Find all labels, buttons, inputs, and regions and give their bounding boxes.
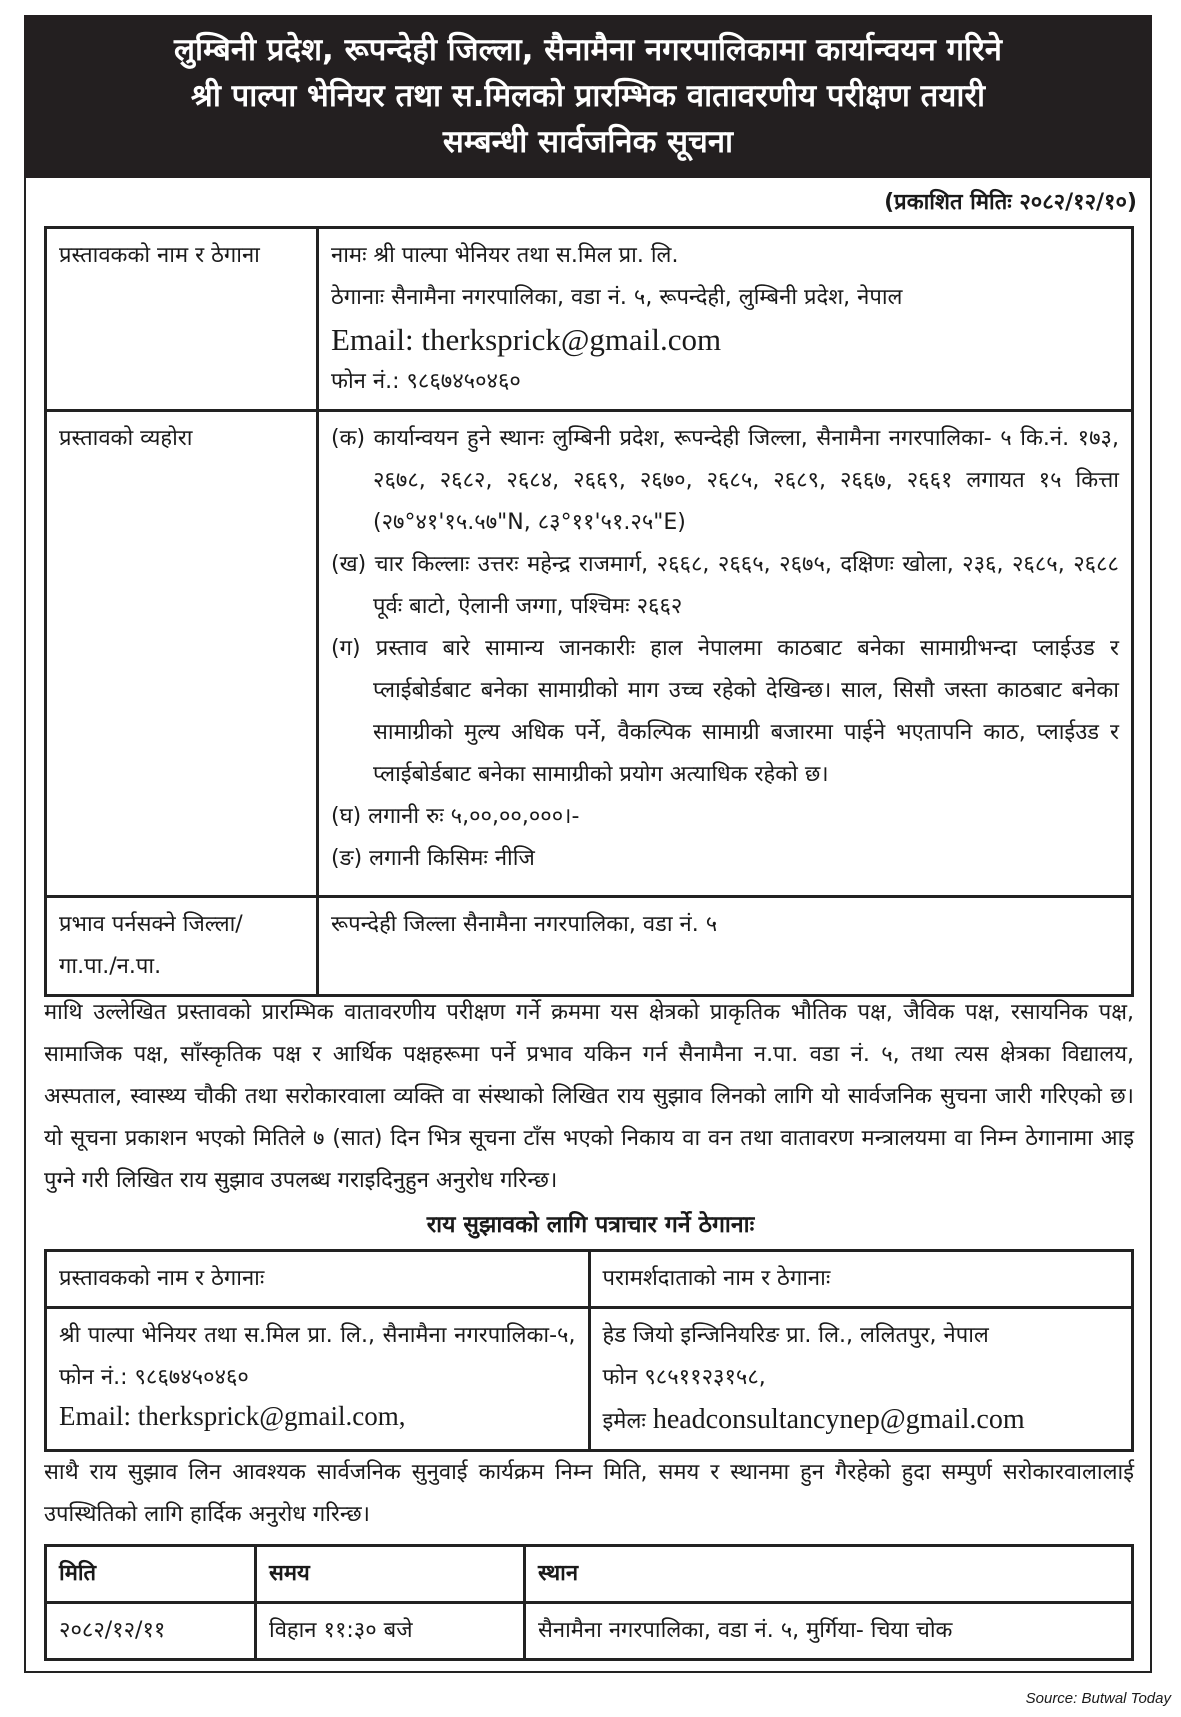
list-item: (ख) चार किल्लाः उत्तरः महेन्द्र राजमार्ग, २६६८, २६६५, २६७५, दक्षिणः खोला, २३६, २६८५, २६८८ पूर्वः बाटो, ऐलानी जग्गा, पश्चिमः २६६२ bbox=[331, 552, 1119, 619]
table-header-row bbox=[46, 1251, 1133, 1308]
proposal-details bbox=[318, 411, 1133, 897]
hearing-time: विहान ११:३० बजे bbox=[256, 1603, 525, 1660]
list-item: (ङ) लगानी किसिमः नीजि bbox=[331, 846, 535, 871]
column-header: मिति bbox=[46, 1546, 256, 1603]
proponent-email: Email: therksprick@gmail.com bbox=[331, 322, 722, 357]
proponent-name: नामः श्री पाल्पा भेनियर तथा स.मिल प्रा. लि. bbox=[331, 243, 679, 268]
table-row bbox=[46, 228, 1133, 411]
row-label: प्रस्तावको व्यहोरा bbox=[46, 411, 318, 897]
table-row bbox=[46, 1603, 1133, 1660]
title-line: श्री पाल्पा भेनियर तथा स.मिलको प्रारम्भिक वातावरणीय परीक्षण तयारी bbox=[190, 78, 986, 114]
consultant-contact bbox=[589, 1308, 1133, 1451]
proponent-contact-email: Email: therksprick@gmail.com, bbox=[59, 1401, 406, 1431]
consultant-email: headconsultancynep@gmail.com bbox=[652, 1404, 1025, 1435]
proponent-table bbox=[44, 226, 1134, 997]
proponent-details bbox=[318, 228, 1133, 411]
row-label: प्रस्तावकको नाम र ठेगाना bbox=[46, 228, 318, 411]
column-header: स्थान bbox=[525, 1546, 1133, 1603]
proponent-contact bbox=[46, 1308, 590, 1451]
table-row bbox=[46, 411, 1133, 897]
hearing-date: २०८२/१२/११ bbox=[46, 1603, 256, 1660]
column-header: परामर्शदाताको नाम र ठेगानाः bbox=[589, 1251, 1133, 1308]
title-line: लुम्बिनी प्रदेश, रूपन्देही जिल्ला, सैनामैना नगरपालिकामा कार्यान्वयन गरिने bbox=[174, 32, 1002, 68]
list-item: (ग) प्रस्ताव बारे सामान्य जानकारीः हाल नेपालमा काठबाट बनेका सामाग्रीभन्दा प्लाईउड र प्लाईबोर्डबाट बनेका सामाग्रीको माग उच्च रहेको देखिन्छ। साल, सिसौ जस्ता काठबाट बनेका सामाग्रीको मुल्य अधिक पर्ने, वैकल्पिक सामाग्री बजारमा पाईने भएतापनि काठ, प्लाईउड र प्लाईबोर्डबाट बनेका सामाग्रीको प्रयोग अत्याधिक रहेको छ। bbox=[331, 636, 1119, 787]
source-credit: Source: Butwal Today bbox=[1025, 1690, 1171, 1707]
column-header: प्रस्तावकको नाम र ठेगानाः bbox=[46, 1251, 590, 1308]
table-row bbox=[46, 1308, 1133, 1451]
column-header: समय bbox=[256, 1546, 525, 1603]
list-item: (घ) लगानी रुः ५,००,००,०००।- bbox=[331, 804, 580, 829]
row-label: प्रभाव पर्नसक्ने जिल्ला/ गा.पा./न.पा. bbox=[46, 897, 318, 996]
affected-area: रूपन्देही जिल्ला सैनामैना नगरपालिका, वडा नं. ५ bbox=[318, 897, 1133, 996]
hearing-paragraph: साथै राय सुझाव लिन आवश्यक सार्वजनिक सुनुवाई कार्यक्रम निम्न मिति, समय र स्थानमा हुन गैरहेको हुदा सम्पुर्ण सरोकारवालालाई उपस्थितिको लागि हार्दिक अनुरोध गरिन्छ। bbox=[44, 1460, 1134, 1527]
proponent-contact-text: श्री पाल्पा भेनियर तथा स.मिल प्रा. लि., सैनामैना नगरपालिका-५, फोन नं.: ९८६७४५०४६० bbox=[59, 1323, 576, 1390]
consultant-phone: फोन ९८५११२३१५८, bbox=[602, 1365, 766, 1390]
notice-title bbox=[24, 15, 1152, 178]
consultant-name: हेड जियो इन्जिनियरिङ प्रा. लि., ललितपुर, नेपाल bbox=[602, 1323, 989, 1348]
title-line: सम्बन्धी सार्वजनिक सूचना bbox=[442, 124, 734, 160]
published-date: (प्रकाशित मितिः २०८२/१२/१०) bbox=[884, 190, 1137, 215]
correspondence-heading: राय सुझावको लागि पत्राचार गर्ने ठेगानाः bbox=[426, 1212, 755, 1238]
table-header-row bbox=[46, 1546, 1133, 1603]
hearing-table bbox=[44, 1544, 1134, 1661]
hearing-venue: सैनामैना नगरपालिका, वडा नं. ५, मुर्गिया- चिया चोक bbox=[525, 1603, 1133, 1660]
contact-table bbox=[44, 1249, 1134, 1452]
notice-paragraph: माथि उल्लेखित प्रस्तावको प्रारम्भिक वातावरणीय परीक्षण गर्ने क्रममा यस क्षेत्रको प्राकृतिक भौतिक पक्ष, जैविक पक्ष, रसायनिक पक्ष, सामाजिक पक्ष, साँस्कृतिक पक्ष र आर्थिक पक्षहरूमा पर्ने प्रभाव यकिन गर्न सैनामैना न.पा. वडा नं. ५, तथा त्यस क्षेत्रका विद्यालय, अस्पताल, स्वास्थ्य चौकी तथा सरोकारवाला व्यक्ति वा संस्थाको लिखित राय सुझाव लिनको लागि यो सार्वजनिक सुचना जारी गरिएको छ। यो सूचना प्रकाशन भएको मितिले ७ (सात) दिन भित्र सूचना टाँस भएको निकाय वा वन तथा वातावरण मन्त्रालयमा वा निम्न ठेगानामा आइ पुग्ने गरी लिखित राय सुझाव उपलब्ध गराइदिनुहुन अनुरोध गरिन्छ। bbox=[44, 1000, 1134, 1193]
list-item: (क) कार्यान्वयन हुने स्थानः लुम्बिनी प्रदेश, रूपन्देही जिल्ला, सैनामैना नगरपालिका- ५ कि.नं. १७३, २६७८, २६८२, २६८४, २६६९, २६७०, २६८५, २६८९, २६६७, २६६१ लगायत १५ कित्ता (२७°४१'१५.५७"N, ८३°११'५१.२५"E) bbox=[331, 426, 1119, 535]
email-label: इमेलः bbox=[602, 1409, 646, 1434]
proponent-phone: फोन नं.: ९८६७४५०४६० bbox=[331, 369, 521, 394]
proponent-address: ठेगानाः सैनामैना नगरपालिका, वडा नं. ५, रूपन्देही, लुम्बिनी प्रदेश, नेपाल bbox=[331, 285, 903, 310]
table-row bbox=[46, 897, 1133, 996]
